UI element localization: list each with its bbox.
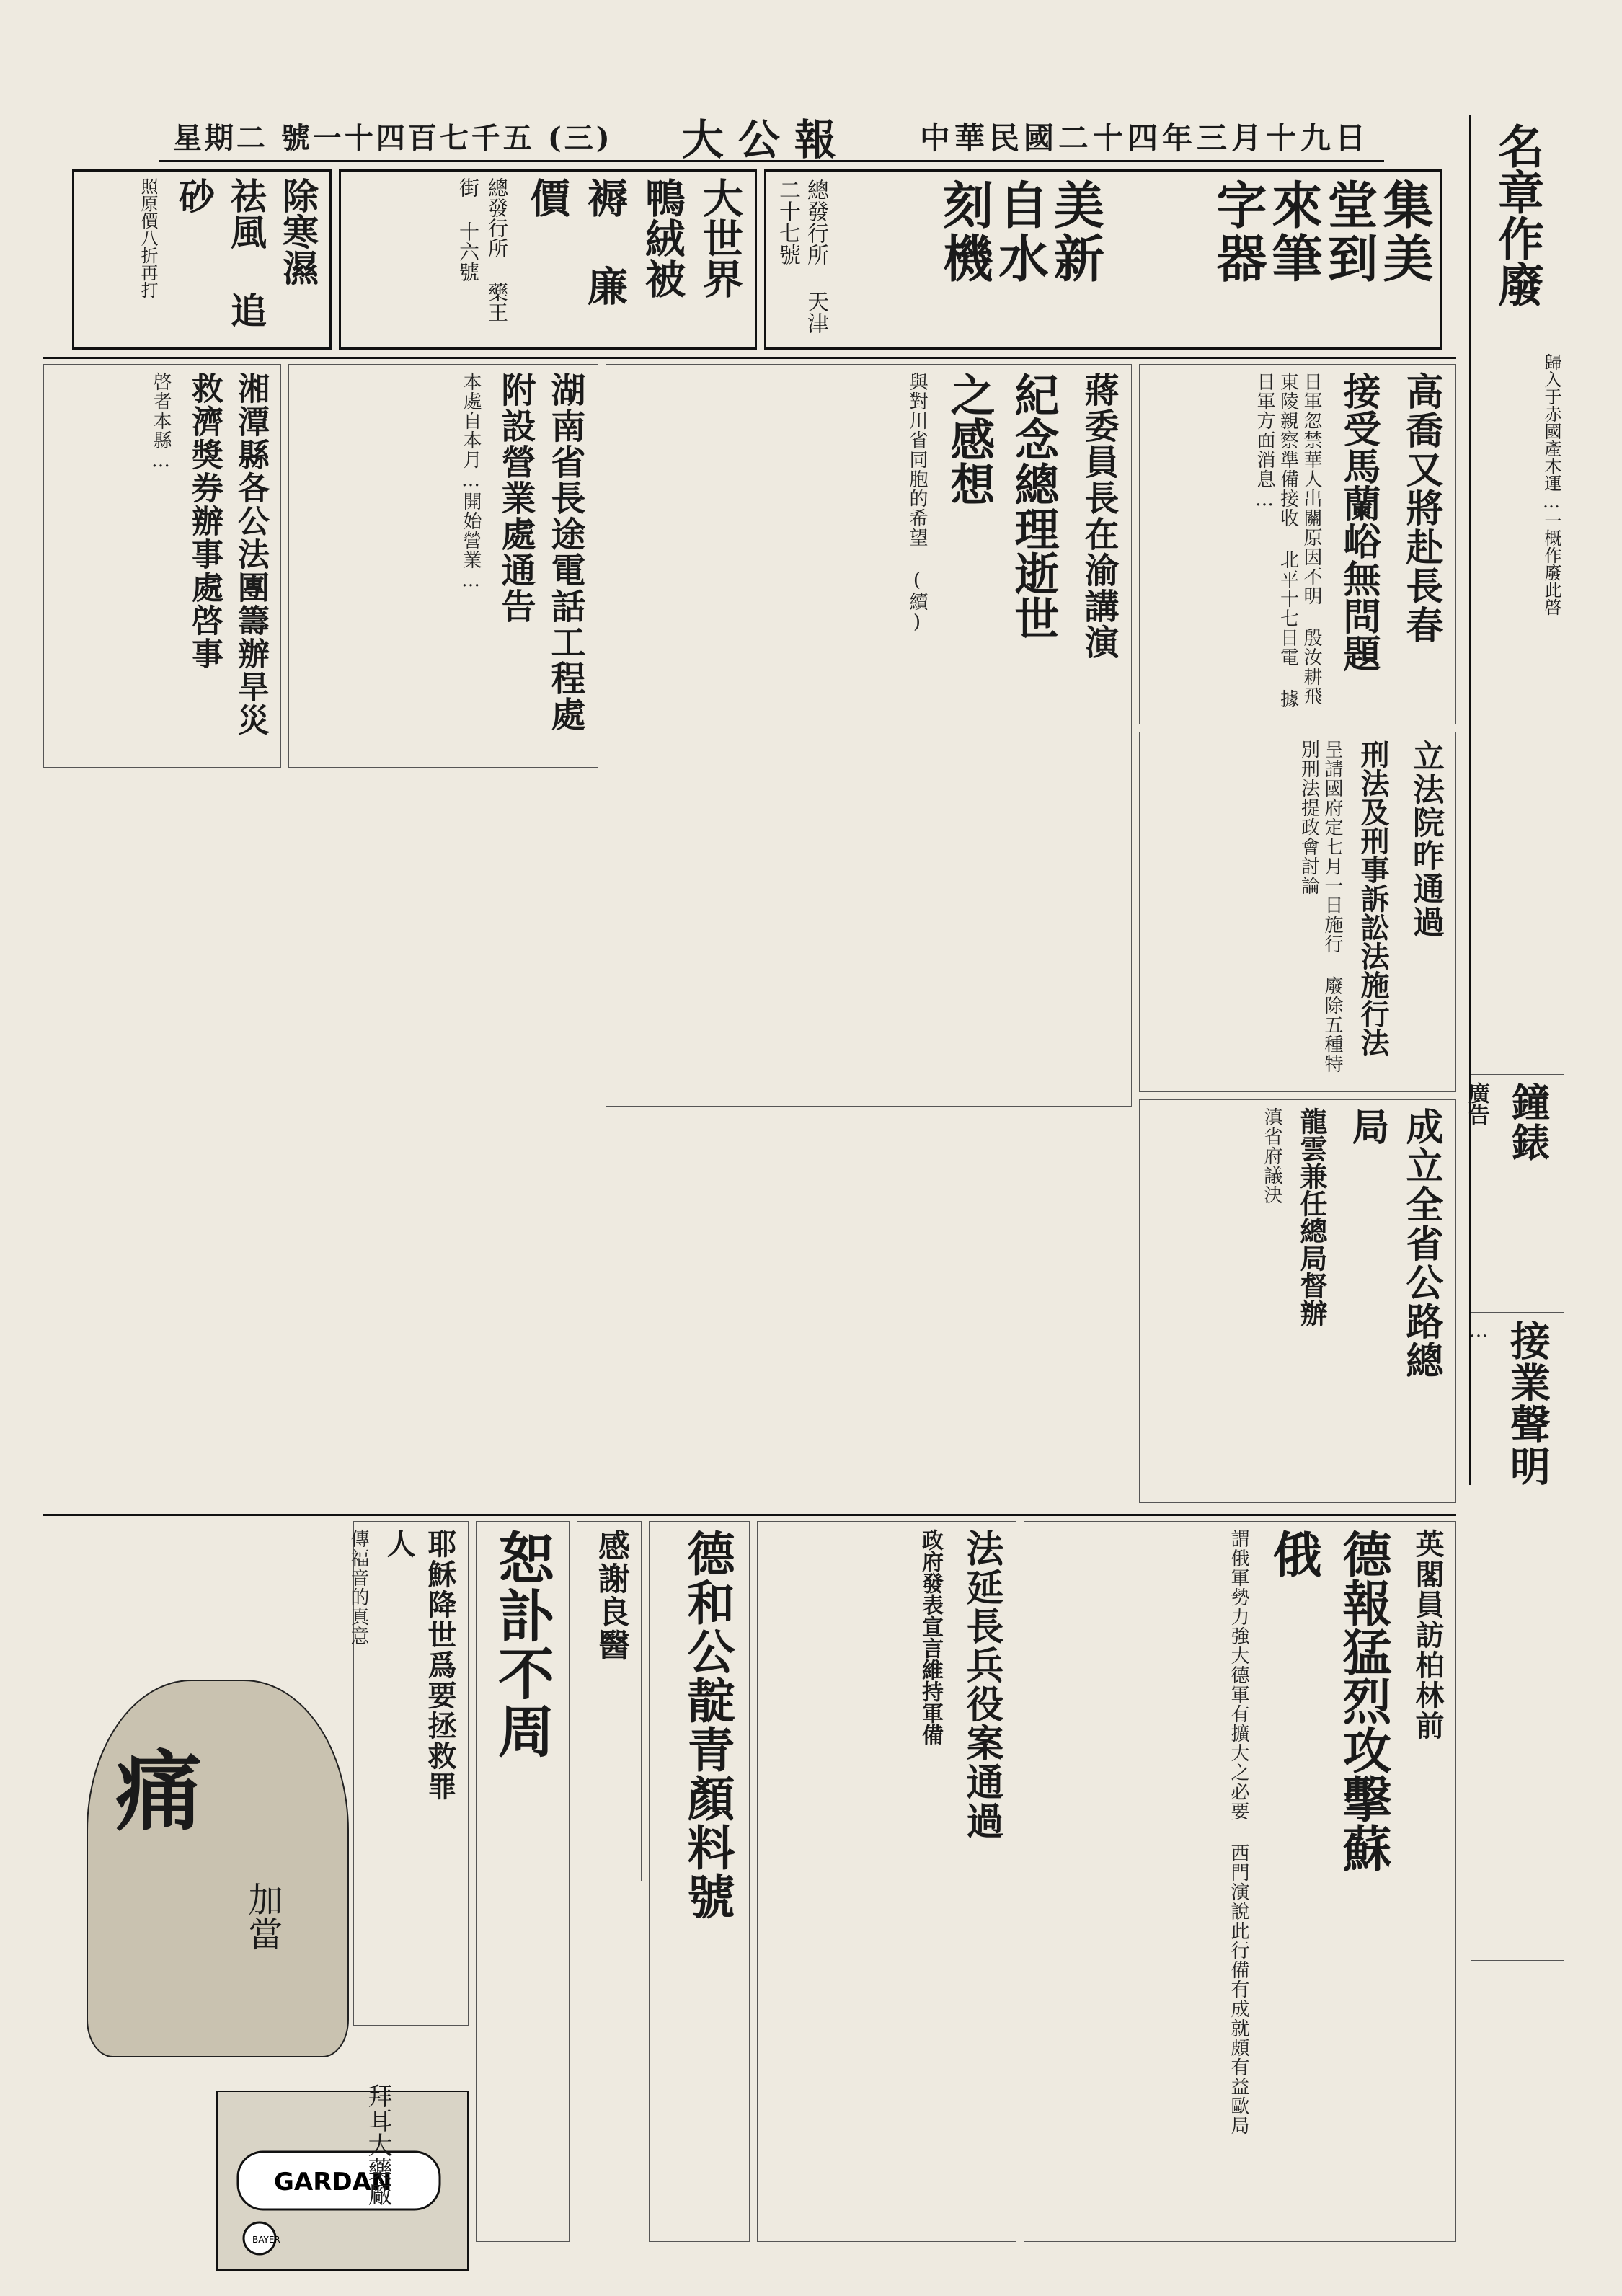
gardan-box (216, 2091, 469, 2271)
bayer-label: BAYER (252, 2235, 280, 2245)
small-ad (1464, 1074, 1564, 1290)
article-headline: 法延長兵役案通過 (960, 1529, 1003, 1840)
notice-body: … (1468, 1320, 1489, 1342)
article-gaoqiao (1139, 364, 1456, 724)
ad-pen-store (764, 169, 1442, 350)
ad-rheum-headline: 除寒濕 祛風 追砂 (173, 177, 319, 328)
article-headline: 耶穌降世爲要拯救罪人 (382, 1529, 457, 1801)
article-headline: 湖南省長途電話工程處附設營業處通告 (495, 372, 585, 732)
right-strip-title: 名章作廢 (1490, 123, 1544, 307)
article-headline: 立法院昨通過 (1407, 740, 1444, 939)
ad-pen-headline-1: 集美堂到來筆字器 (1208, 179, 1435, 285)
small-ad-sub: 廣告 (1464, 1082, 1489, 1125)
right-strip-notice: 歸入于赤國產木運…一概作廢此啓 (1541, 353, 1561, 616)
article-gospel (347, 1521, 469, 2026)
article-body: 傳福音的真意 (347, 1529, 369, 1646)
article-body: 啓者本縣… (150, 372, 172, 472)
article-body: 滇省府議決 (1261, 1107, 1282, 1205)
article-chiang (606, 364, 1132, 1107)
article-subhead: 龍雲兼任總局督辦 (1295, 1107, 1328, 1326)
article-headline: 蔣委員長在渝講演 (1078, 372, 1119, 660)
article-body: 日軍忽禁華人出關原因不明 殷汝耕飛東陵親察準備接收 北平十七日電 據日軍方面消息… (1254, 372, 1322, 709)
masthead-title: 大公報 (681, 115, 851, 164)
brand-text: GARDAN (274, 2168, 392, 2197)
ad-medicine-headline: 大世界 鴨絨被褥 廉價 (523, 177, 744, 306)
article-yunnan (1139, 1099, 1456, 1503)
divider (43, 357, 1456, 359)
article-body (765, 1529, 905, 2234)
article-headline: 德和公靛青顏料號 (679, 1529, 735, 1921)
gardan-tube-icon (223, 2101, 461, 2260)
ad-medicine (339, 169, 757, 350)
notice-headline: 接業聲明 (1504, 1320, 1551, 1487)
article-xiangtan (43, 364, 281, 768)
article-subhead: 接受馬蘭峪無問題 (1337, 372, 1381, 672)
ad-medicine-sub: 總發行所 藥王街 十六號 (456, 177, 509, 322)
ad-pen-sub: 總發行所 天津二十七號 (775, 179, 828, 334)
pain-character: 痛 (115, 1741, 202, 1843)
article-legislative (1139, 732, 1456, 1092)
ad-rheum (72, 169, 332, 350)
masthead-date: 中華民國二十四年三月十九日 (919, 120, 1370, 156)
article-dye (649, 1521, 750, 2242)
article-body: 本處自本月…開始營業… (460, 372, 482, 592)
article-body: 呈請國府定七月一日施行 廢除五種特別刑法提政會討論 (1298, 740, 1343, 1073)
article-subhead: 德報猛烈攻擊蘇俄 (1264, 1529, 1392, 1872)
ad-pen-headline-2: 美新自水刻機 (934, 179, 1106, 285)
article-france (757, 1521, 1016, 2242)
article-headline: 高喬又將赴長春 (1399, 372, 1443, 644)
article-headline: 成立全省公路總局 (1345, 1107, 1443, 1380)
article-headline: 感謝良醫 (593, 1529, 629, 1662)
article-telephone (288, 364, 598, 768)
ad-rheum-sub: 照原價八折再打 (138, 177, 158, 298)
article-headline: 湘潭縣各公法團籌辦旱災救濟獎券辦事處啓事 (186, 372, 269, 737)
article-britain (1024, 1521, 1456, 2242)
article-body: 與對川省同胞的希望 (續) (906, 372, 928, 634)
masthead (159, 112, 1384, 162)
article-subhead: 紀念總理逝世之感想 (943, 372, 1060, 640)
article-subhead: 刑法及刑事訴訟法施行法 (1356, 740, 1390, 1057)
article-thanks (577, 1521, 642, 1881)
article-body: 謂俄軍勢力強大德軍有擴大之必要 西門演說此行備有成就頗有益歐局 (1228, 1529, 1249, 2135)
gardan-label: 加當 (242, 1881, 283, 1951)
gardan-maker: 拜耳大藥廠 (363, 2083, 392, 2206)
notice-column (1468, 1312, 1564, 1961)
divider (43, 1514, 1456, 1516)
small-ad-headline: 鐘錶 (1505, 1082, 1551, 1163)
masthead-issue: 星期二 號一十四百七千五 (三) (173, 121, 613, 155)
article-headline: 恕訃不周 (489, 1529, 554, 1760)
article-obituary (476, 1521, 570, 2242)
article-subhead: 政府發表宣言維持軍備 (918, 1529, 943, 1745)
newspaper-page (29, 29, 1593, 2267)
article-headline: 英閣員訪柏林前 (1411, 1529, 1445, 1741)
